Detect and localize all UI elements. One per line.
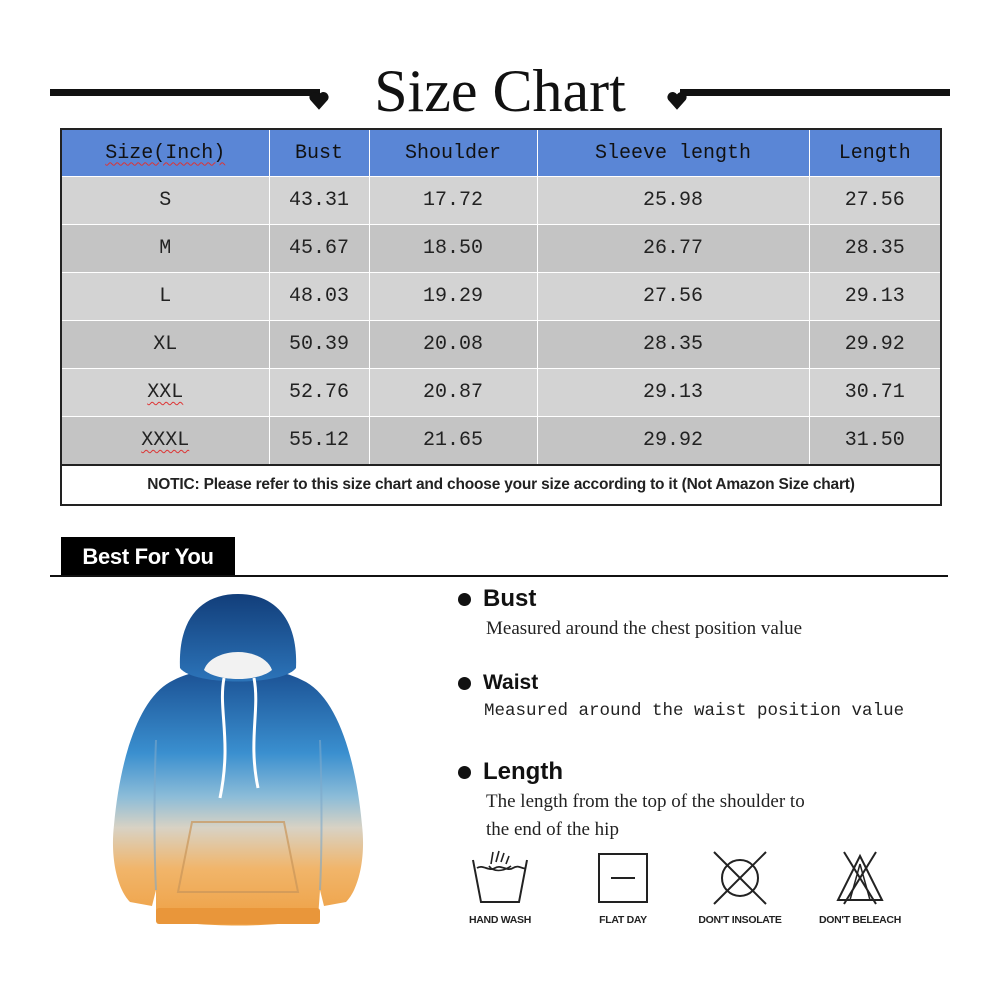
- header-bust: Bust: [269, 129, 369, 177]
- care-label: HAND WASH: [468, 914, 532, 926]
- sleeve-cell: 28.35: [537, 321, 809, 369]
- table-row: [61, 417, 941, 466]
- header-size: Size(Inch): [61, 129, 269, 177]
- size-cell: XL: [61, 321, 269, 369]
- bust-cell: 48.03: [269, 273, 369, 321]
- length-cell: 29.13: [809, 273, 941, 321]
- sleeve-cell: 25.98: [537, 177, 809, 225]
- sleeve-cell: 29.92: [537, 417, 809, 466]
- bullet-icon: [458, 677, 471, 690]
- bullet-icon: [458, 593, 471, 606]
- bust-cell: 55.12: [269, 417, 369, 466]
- feature-description: Measured around the waist position value: [484, 701, 905, 721]
- shoulder-cell: 20.87: [369, 369, 537, 417]
- feature-title: Bust: [483, 585, 537, 612]
- header-sleeve-length: Sleeve length: [537, 129, 809, 177]
- do-not-tumble-dry-icon: [710, 850, 770, 906]
- feature-bust: [458, 585, 802, 643]
- table-row: [61, 321, 941, 369]
- care-flat-dry: [563, 850, 683, 926]
- length-cell: 30.71: [809, 369, 941, 417]
- size-cell: S: [61, 177, 269, 225]
- best-for-you-label: Best For You: [61, 537, 235, 576]
- size-chart-table: [60, 128, 942, 506]
- bust-cell: 52.76: [269, 369, 369, 417]
- hand-wash-icon: [469, 850, 531, 906]
- table-row: [61, 225, 941, 273]
- care-dont-bleach: [800, 850, 920, 926]
- size-cell: XXXL: [61, 417, 269, 466]
- table-row: [61, 177, 941, 225]
- care-dont-insolate: [680, 850, 800, 926]
- length-cell: 31.50: [809, 417, 941, 466]
- table-row: [61, 369, 941, 417]
- title-row: [50, 52, 950, 132]
- do-not-bleach-icon: [832, 850, 888, 906]
- page-title: Size Chart: [374, 58, 626, 124]
- table-row: [61, 273, 941, 321]
- header-shoulder: Shoulder: [369, 129, 537, 177]
- length-cell: 27.56: [809, 177, 941, 225]
- flat-dry-icon: [595, 850, 651, 906]
- shoulder-cell: 19.29: [369, 273, 537, 321]
- length-cell: 28.35: [809, 225, 941, 273]
- bust-cell: 50.39: [269, 321, 369, 369]
- section-divider: [50, 575, 948, 577]
- size-note: NOTIC: Please refer to this size chart and choose your size according to it (Not Amazon Size chart): [61, 465, 941, 505]
- sleeve-cell: 29.13: [537, 369, 809, 417]
- feature-waist: [458, 671, 904, 725]
- table-header-row: [61, 129, 941, 177]
- shoulder-cell: 21.65: [369, 417, 537, 466]
- size-cell: M: [61, 225, 269, 273]
- bullet-icon: [458, 766, 471, 779]
- header-length: Length: [809, 129, 941, 177]
- feature-description: the end of the hip: [486, 819, 619, 840]
- shoulder-cell: 17.72: [369, 177, 537, 225]
- bust-cell: 43.31: [269, 177, 369, 225]
- feature-description: Measured around the chest position value: [486, 618, 803, 639]
- size-cell: L: [61, 273, 269, 321]
- length-cell: 29.92: [809, 321, 941, 369]
- care-hand-wash: [440, 850, 560, 926]
- feature-title: Waist: [483, 671, 539, 694]
- hoodie-image: [108, 590, 368, 932]
- shoulder-cell: 18.50: [369, 225, 537, 273]
- bust-cell: 45.67: [269, 225, 369, 273]
- note-row: [61, 465, 941, 505]
- care-label: DON'T INSOLATE: [698, 914, 782, 926]
- size-cell: XXL: [61, 369, 269, 417]
- sleeve-cell: 26.77: [537, 225, 809, 273]
- feature-title: Length: [483, 758, 563, 785]
- shoulder-cell: 20.08: [369, 321, 537, 369]
- feature-description: The length from the top of the shoulder to: [486, 791, 805, 812]
- care-label: DON'T BELEACH: [818, 914, 901, 926]
- sleeve-cell: 27.56: [537, 273, 809, 321]
- title-divider-right: [680, 89, 950, 96]
- feature-length: [458, 758, 805, 844]
- care-label: FLAT DAY: [599, 914, 647, 926]
